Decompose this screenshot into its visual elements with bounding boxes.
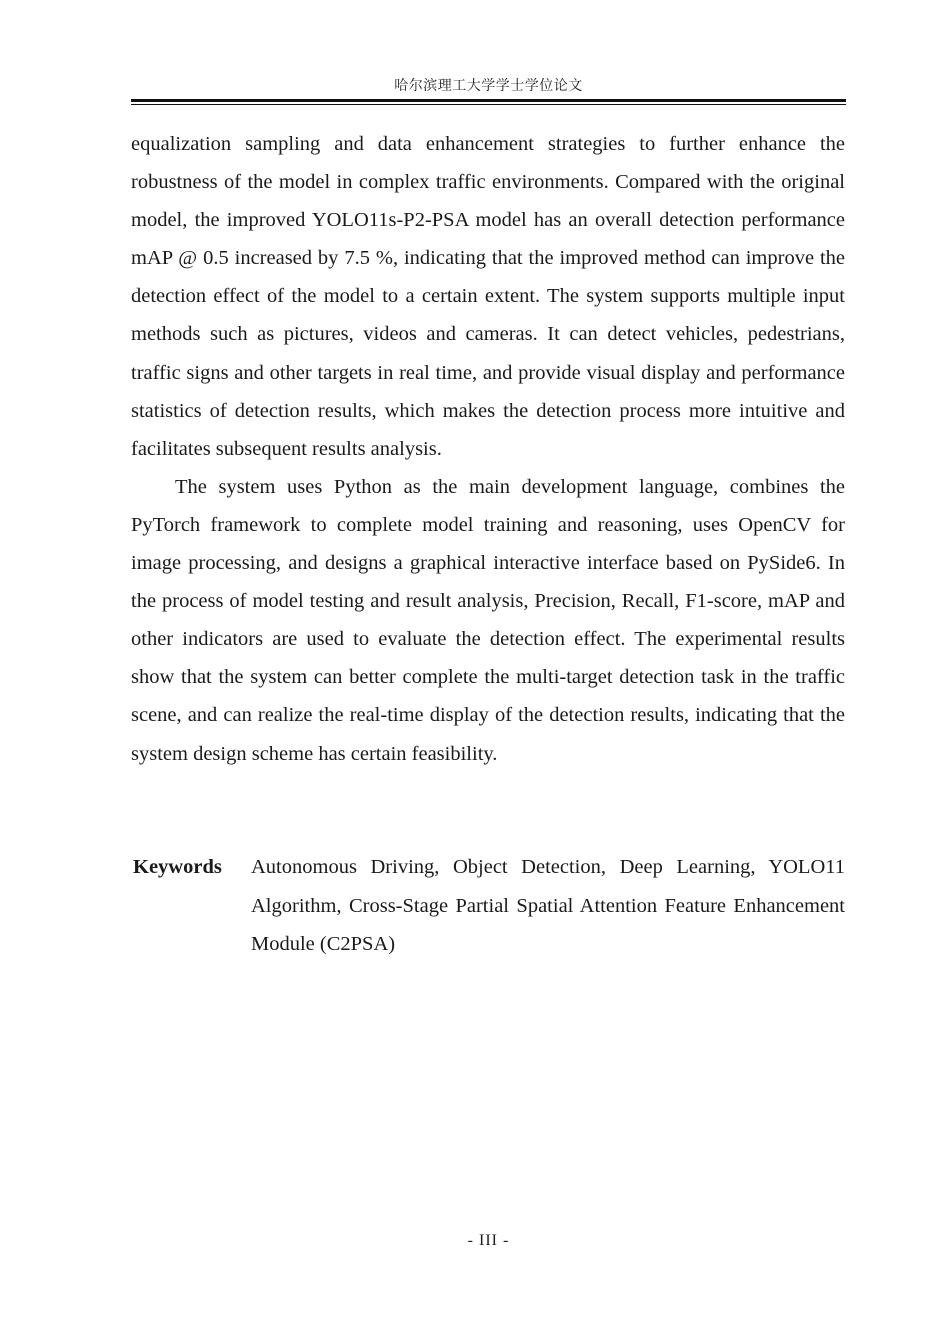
abstract-paragraph-1: equalization sampling and data enhancement strategies to further enhance the robustness of the model in complex traffic environments. Compared with the original model, the improved YOLO11s-P2-PSA model has an overall detection performance mAP @ 0.5 increased by 7.5 %, indicating that the improved method can improve the detection effect of the model to a certain extent. The system supports multiple input methods such as pictures, videos and cameras. It can detect vehicles, pedestrians, traffic signs and other targets in real time, and provide visual display and performance statistics of detection results, which makes the detection process more intuitive and facilitates subsequent results analysis. [131,133,845,460]
keywords-label: Keywords [133,856,222,878]
header-rule-thick [131,99,846,102]
abstract-body [131,125,845,773]
header-rule-thin [131,104,846,105]
page-number: - III - [467,1232,510,1249]
keywords-list: Autonomous Driving, Object Detection, Deep Learning, YOLO11 Algorithm, Cross-Stage Partial Spatial Attention Feature Enhancement Module (C2PSA) [251,856,845,955]
running-header: 哈尔滨理工大学学士学位论文 [394,78,583,94]
abstract-paragraph-2: The system uses Python as the main development language, combines the PyTorch framework to complete model training and reasoning, uses OpenCV for image processing, and designs a graphical interactive interface based on PySide6. In the process of model testing and result analysis, Precision, Recall, F1-score, mAP and other indicators are used to evaluate the detection effect. The experimental results show that the system can better complete the multi-target detection task in the traffic scene, and can realize the real-time display of the detection results, indicating that the system design scheme has certain feasibility. [131,475,845,765]
